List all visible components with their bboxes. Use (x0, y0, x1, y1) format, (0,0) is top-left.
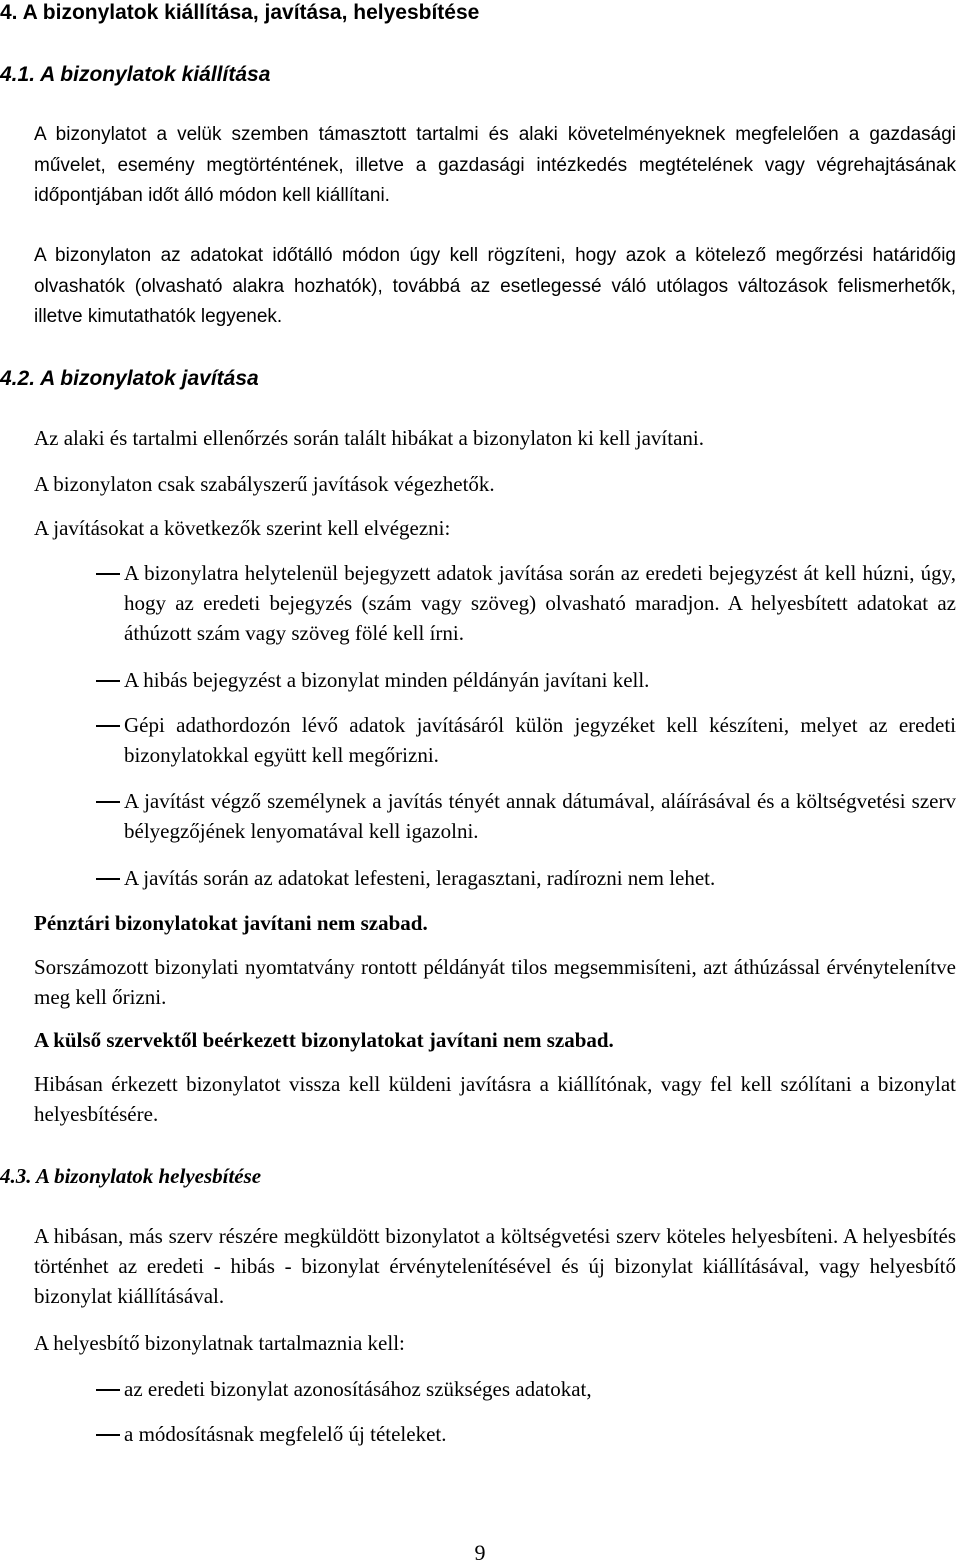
list-item-text: A javítást végző személynek a javítás tényét annak dátumával, aláírásával és a költségvetési szerv bélyegzőjének lenyomatával kell igazolni. (124, 789, 956, 843)
section-heading-4-3: 4.3. A bizonylatok helyesbítése (0, 1164, 262, 1188)
chapter-heading: 4. A bizonylatok kiállítása, javítása, helyesbítése (0, 1, 480, 24)
dash-bullet-icon (96, 680, 120, 682)
dash-bullet-icon (96, 1389, 120, 1391)
paragraph: A javításokat a következők szerint kell elvégezni: (34, 516, 451, 540)
paragraph: A bizonylaton csak szabályszerű javítások végezhetők. (34, 472, 495, 496)
list-item-text: az eredeti bizonylat azonosításához szükséges adatokat, (124, 1377, 592, 1401)
bold-notice: A külső szervektől beérkezett bizonylatokat javítani nem szabad. (34, 1028, 614, 1052)
dash-bullet-icon (96, 573, 120, 575)
dash-bullet-icon (96, 1434, 120, 1436)
section-heading-4-1: 4.1. A bizonylatok kiállítása (0, 63, 271, 86)
paragraph: Az alaki és tartalmi ellenőrzés során talált hibákat a bizonylaton ki kell javítani. (34, 426, 705, 450)
list-item-text: A javítás során az adatokat lefesteni, leragasztani, radírozni nem lehet. (124, 866, 716, 890)
paragraph: A bizonylaton az adatokat időtálló módon úgy kell rögzíteni, hogy azok a kötelező megőrzési határidőig olvashatók (olvasható alakra hozhatók), továbbá az esetlegessé váló utólagos változások felismerhetők, illetve kimutathatók legyenek. (34, 245, 956, 327)
dash-bullet-icon (96, 801, 120, 803)
dash-bullet-icon (96, 725, 120, 727)
dash-bullet-icon (96, 878, 120, 880)
list-item-text: A hibás bejegyzést a bizonylat minden példányán javítani kell. (124, 668, 650, 692)
section-heading-4-2: 4.2. A bizonylatok javítása (0, 367, 259, 390)
paragraph: Sorszámozott bizonylati nyomtatvány rontott példányát tilos megsemmisíteni, azt áthúzással érvénytelenítve meg kell őrizni. (34, 955, 956, 1009)
bold-notice: Pénztári bizonylatokat javítani nem szabad. (34, 911, 428, 935)
page-number: 9 (474, 1540, 486, 1565)
list-item-text: A bizonylatra helytelenül bejegyzett adatok javítása során az eredeti bejegyzést át kell húzni, úgy, hogy az eredeti bejegyzés (szám vagy szöveg) olvasható maradjon. A helyesbített adatokat az áthúzott szám vagy szöveg fölé kell írni. (124, 561, 956, 645)
paragraph: Hibásan érkezett bizonylatot vissza kell küldeni javításra a kiállítónak, vagy fel kell szólítani a bizonylat helyesbítésére. (34, 1072, 956, 1126)
list-item-text: a módosításnak megfelelő új tételeket. (124, 1422, 447, 1446)
paragraph: A helyesbítő bizonylatnak tartalmaznia kell: (34, 1331, 405, 1355)
list-item-text: Gépi adathordozón lévő adatok javításáról külön jegyzéket kell készíteni, melyet az eredeti bizonylatokkal együtt kell megőrizni. (124, 713, 956, 767)
paragraph: A hibásan, más szerv részére megküldött bizonylatot a költségvetési szerv köteles helyesbíteni. A helyesbítés történhet az eredeti - hibás - bizonylat érvénytelenítésével és új bizonylat kiállításával, vagy helyesbítő bizonylat kiállításával. (34, 1224, 956, 1308)
paragraph: A bizonylatot a velük szemben támasztott tartalmi és alaki követelményeknek megfelelően a gazdasági művelet, esemény megtörténtének, illetve a gazdasági intézkedés megtételének vagy végrehajtásának időpontjában időt álló módon kell kiállítani. (34, 124, 956, 206)
